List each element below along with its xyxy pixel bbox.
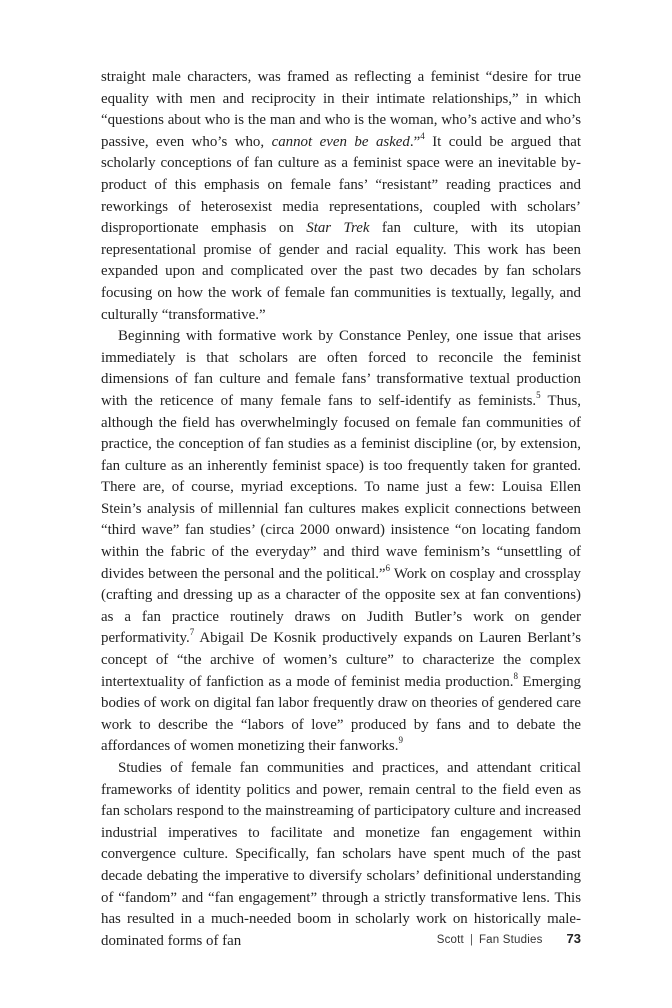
text-run: Emerging bodies of work on digital fan labor frequently draw on theories of gendered care work to describe the “labors of love” produced by fans and to debate the affordances of women monetizing their fanworks.	[101, 673, 581, 755]
running-head-separator: |	[469, 934, 473, 946]
footnote-ref: 5	[536, 389, 541, 400]
italic-text: Star Trek	[306, 220, 370, 237]
paragraph-1	[101, 67, 581, 326]
italic-text: cannot even be asked	[271, 133, 410, 150]
text-run: fan culture, with its utopian representational promise of gender and racial equality. This work has been expanded upon and complicated over the past two decades by fan scholars focusing on how the work of female fan communities is textually, legally, and culturally “transformative.”	[101, 220, 582, 323]
text-run: Work on cosplay and crossplay (crafting and dressing up as a character of the opposite sex at fan conventions) as a fan practice routinely draws on Judith Butler’s work on gender performativity.	[101, 565, 581, 647]
text-run: Abigail De Kosnik productively expands on Lauren Berlant’s concept of “the archive of women’s culture” to characterize the complex intertextuality of fanfiction as a mode of feminist media production.	[101, 630, 581, 690]
footnote-ref: 6	[385, 562, 391, 573]
text-run: Beginning with formative work by Constance Penley, one issue that arises immediately is that scholars are often forced to reconcile the feminist dimensions of fan culture and female fans’ transformative textual production with the reticence of many female fans to self-identify as feminists.	[101, 328, 581, 409]
footnote-ref: 4	[420, 130, 425, 141]
page-number: 73	[566, 931, 581, 946]
footnote-ref: 9	[398, 735, 403, 746]
paragraph-2	[101, 326, 581, 758]
running-head-title: Fan Studies	[478, 934, 543, 946]
page-footer	[101, 930, 581, 950]
text-run: straight male characters, was framed as reflecting a feminist “desire for true equality with men and reciprocity in their intimate relationships,” in which “questions about who is the man and who is the woman, who’s active and who’s passive, even who’s who,	[101, 69, 581, 150]
text-run: Thus, although the field has overwhelmingly focused on female fan communities of practice, the conception of fan studies as a feminist discipline (or, by extension, fan culture as an inherently feminist space) is too frequently taken for granted. There are, of course, myriad exceptions. To name just a few: Louisa Ellen Stein’s analysis of millennial fan cultures makes explicit connections between “third wave” fan studies’ (circa 2000 onward) insistence “on locating fandom within the fabric of the everyday” and third wave feminism’s “unsettling of divides between the personal and the political.”	[101, 392, 581, 582]
running-head-author: Scott	[436, 934, 464, 946]
footnote-ref: 7	[189, 627, 195, 638]
text-run: Studies of female fan communities and practices, and attendant critical frameworks of identity politics and power, remain central to the field even as fan scholars respond to the mainstreaming of participatory culture and increased industrial imperatives to facilitate and monetize fan engagement within convergence culture. Specifically, fan scholars have spent much of the past decade debating the imperative to diversify scholars’ definitional understanding of “fandom” and “fan engagement” through a strictly transformative lens. This has resulted in a much-needed boom in scholarly work on historically male-dominated forms of fan	[101, 760, 581, 949]
text-run: It could be argued that scholarly conceptions of fan culture as a feminist space were an inevitable by-product of this emphasis on female fans’ “resistant” reading practices and reworkings of heterosexist media representations, coupled with scholars’ disproportionate emphasis on	[101, 133, 581, 237]
text-run: .”	[409, 133, 421, 150]
paragraph-3	[101, 758, 581, 952]
body-text	[101, 67, 581, 952]
footnote-ref: 8	[513, 670, 518, 681]
